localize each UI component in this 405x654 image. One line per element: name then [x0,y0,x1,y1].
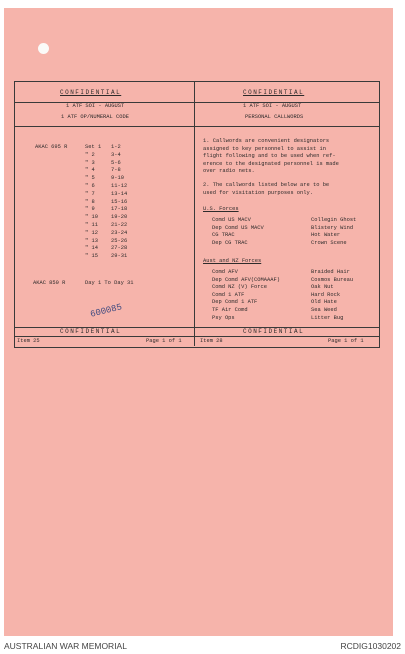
callword-name: Crown Scene [311,239,347,246]
akac-850-label: AKAC 850 R [33,280,66,286]
archive-footer [0,636,405,654]
set-label: " 8 [85,198,95,205]
set-label: " 9 [85,206,95,213]
set-days: 7-8 [111,167,121,174]
callword-role: Comd NZ (V) Force [212,284,267,291]
set-label: " 11 [85,222,98,228]
paragraph-line: used for visitation purposes only. [203,189,313,196]
set-days: 19-20 [111,214,128,221]
set-label: " 4 [85,167,95,174]
callword-role: Dep Comd US MACV [212,224,264,231]
set-days: 5-6 [111,159,121,166]
set-days: 15-16 [111,198,128,205]
set-days: 21-22 [111,222,128,228]
callword-name: Cosmos Bureau [311,276,354,283]
punch-hole [38,43,49,54]
right-subtitle: PERSONAL CALLWORDS [245,114,304,120]
right-confidential-footer: CONFIDENTIAL [243,328,305,335]
set-days: 13-14 [111,190,128,197]
set-label: " 5 [85,175,95,182]
paragraph-line: 2. The callwords listed below are to be [203,182,330,188]
callword-name: Litter Bug [311,314,344,321]
set-days: 27-28 [111,245,128,252]
left-confidential-footer: CONFIDENTIAL [60,328,122,335]
paragraph-line: 1. Callwords are convenient designators [203,138,330,144]
paragraph-line: erence to the designated personnel is made [203,160,339,167]
callword-name: Hard Rock [311,291,341,298]
column-divider [194,81,195,346]
set-days: 23-24 [111,229,128,236]
callword-name: Blistery Wind [311,224,354,231]
set-label: " 7 [85,190,95,197]
callword-role: TF Air Comd [212,307,248,313]
us-forces-heading: U.S. Forces [203,206,239,212]
callword-role: CG TRAC [212,232,235,239]
right-page-number: Page 1 of 1 [328,338,364,344]
archive-id: RCDIG1030202 [340,641,401,651]
paragraph-line: assigned to key personnel to assist in [203,145,326,152]
set-days: 17-18 [111,206,128,213]
callword-role: Psy Ops [212,314,235,321]
right-item-number: Item 28 [200,338,223,344]
set-label: " 6 [85,183,95,189]
set-label: " 3 [85,159,95,166]
right-confidential-header: CONFIDENTIAL [243,89,305,96]
callword-name: Hot Water [311,232,341,239]
callword-name: Oak Nut [311,284,334,291]
callword-role: Dep CG TRAC [212,239,248,246]
paragraph-line: flight following and to be used when ref- [203,153,336,160]
aust-forces-heading: Aust and NZ Forces [203,258,262,264]
right-title: 1 ATF SOI - AUGUST [243,103,302,109]
callword-role: Comd US MACV [212,217,251,223]
serial-stamp: 600085 [89,302,124,320]
header-divider [14,126,379,127]
set-label: " 14 [85,245,98,252]
left-subtitle: 1 ATF OP/NUMERAL CODE [61,114,129,120]
set-label: Set 1 [85,144,102,150]
footer-divider-lower [14,336,379,337]
callword-name: Braided Hair [311,269,350,275]
paragraph-line: over radio nets. [203,168,255,175]
archive-name: AUSTRALIAN WAR MEMORIAL [4,641,127,651]
akac-695-label: AKAC 695 R [35,144,68,150]
set-days: 3-4 [111,151,121,158]
callword-name: Collegin Ghost [311,217,357,223]
set-label: " 2 [85,151,95,158]
akac-850-days: Day 1 To Day 31 [85,280,134,286]
set-label: " 10 [85,214,98,221]
callword-role: Comd 1 ATF [212,291,245,298]
set-days: 11-12 [111,183,128,189]
set-label: " 15 [85,253,98,260]
set-label: " 13 [85,237,98,244]
callword-name: Old Hate [311,299,337,306]
callword-role: Dep Comd 1 ATF [212,299,258,306]
set-label: " 12 [85,229,98,236]
callword-role: Comd AFV [212,269,238,275]
left-page-number: Page 1 of 1 [146,338,182,344]
callword-role: Dep Comd AFV(COMAAAF) [212,276,280,283]
set-days: 29-31 [111,253,128,260]
set-days: 9-10 [111,175,124,182]
left-confidential-header: CONFIDENTIAL [60,89,122,96]
left-title: 1 ATF SOI - AUGUST [66,103,125,109]
set-days: 1-2 [111,144,121,150]
left-item-number: Item 25 [17,338,40,344]
callword-name: Sea Weed [311,307,337,313]
set-days: 25-26 [111,237,128,244]
